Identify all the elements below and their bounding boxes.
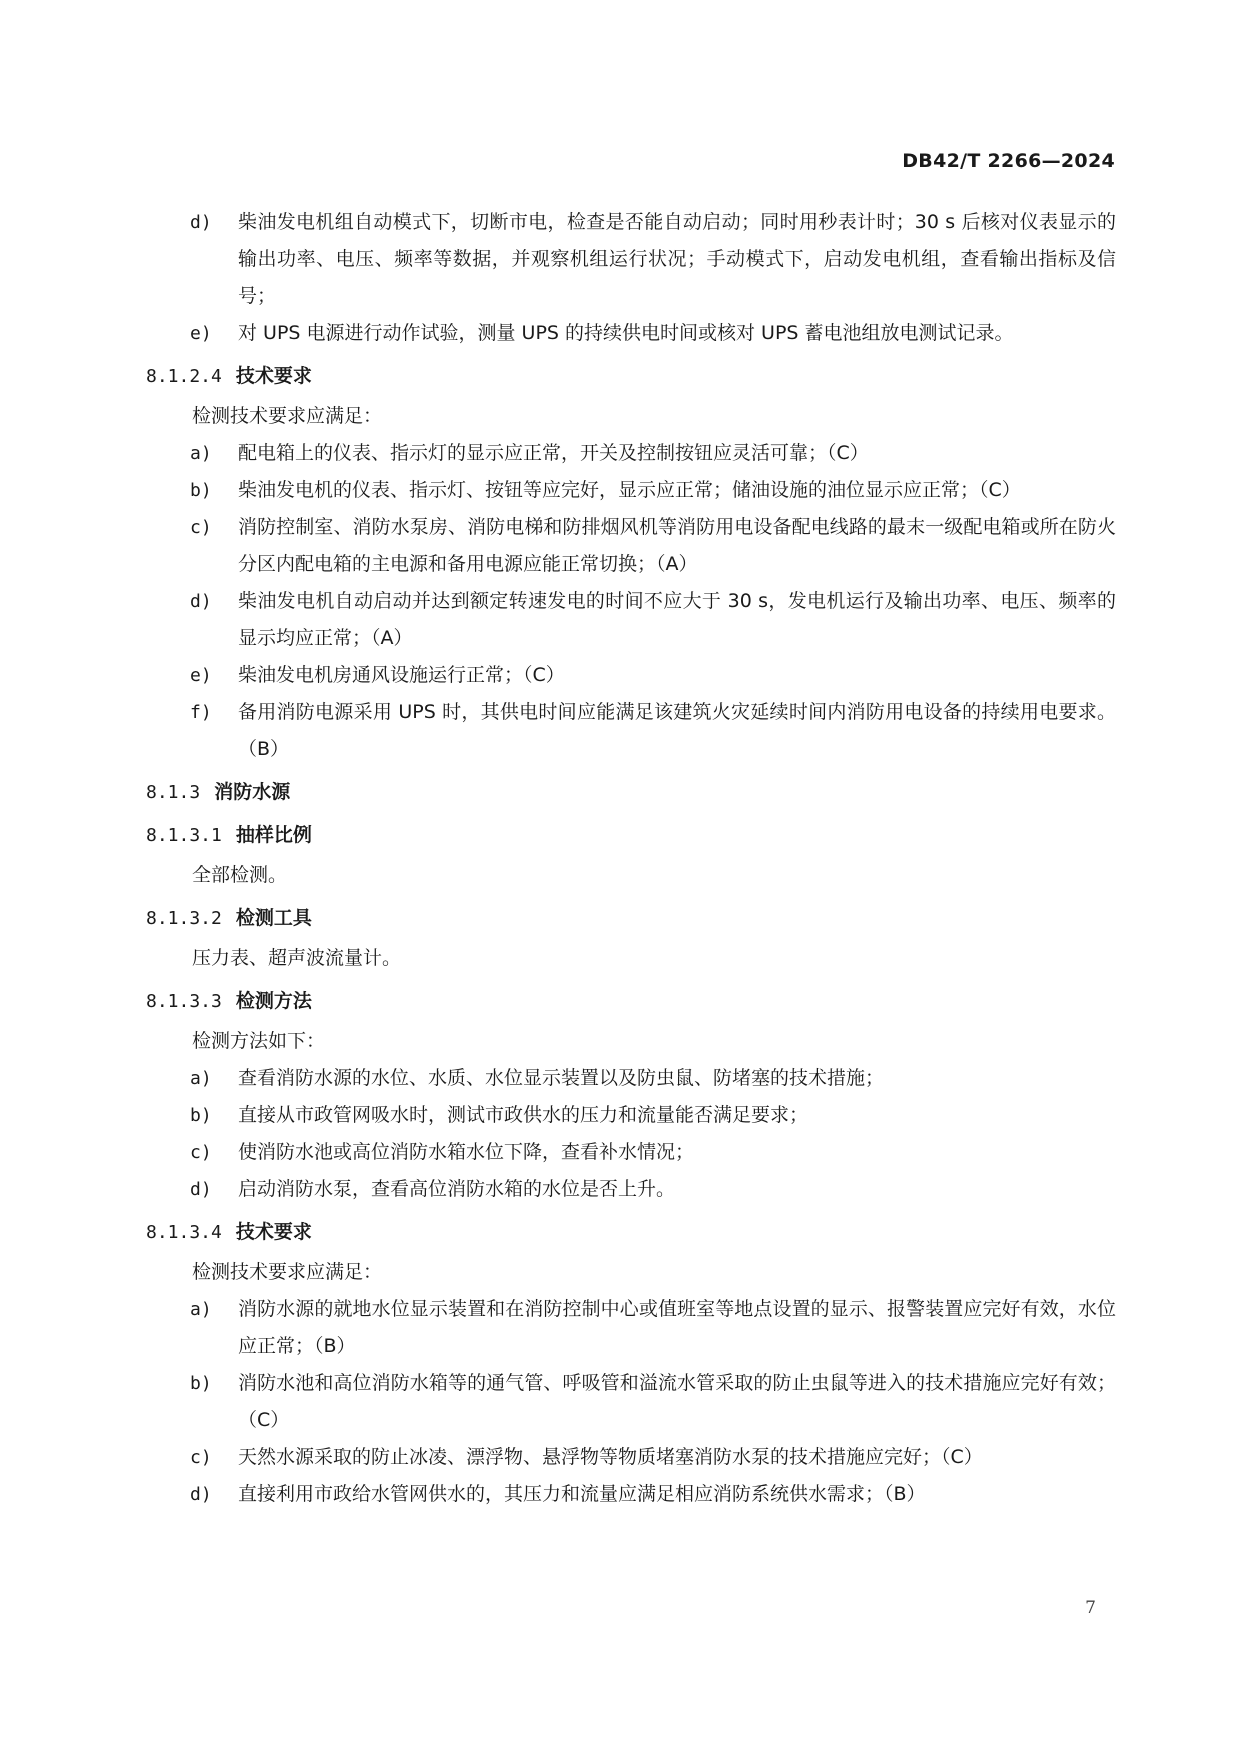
section-heading-8-1-3-2: [146, 900, 1116, 937]
section-number: 8.1.3.3: [146, 991, 222, 1012]
section-title: 技术要求: [235, 365, 312, 387]
section-title: 检测方法: [235, 990, 312, 1012]
list-text: 消防控制室、消防水泵房、消防电梯和防排烟风机等消防用电设备配电线路的最末一级配电箱或所在防火分区内配电箱的主电源和备用电源应能正常切换；（A）: [238, 516, 1116, 575]
list-item: [146, 1291, 1116, 1365]
list-item: [146, 1134, 1116, 1171]
section-heading-8-1-3-4: [146, 1214, 1116, 1251]
list-text: 配电箱上的仪表、指示灯的显示应正常，开关及控制按钮应灵活可靠；（C）: [238, 442, 869, 464]
list-text: 直接从市政管网吸水时，测试市政供水的压力和流量能否满足要求；: [238, 1104, 809, 1126]
list-marker: b): [190, 1373, 212, 1394]
list-text: 使消防水池或高位消防水箱水位下降，查看补水情况；: [238, 1141, 695, 1163]
list-marker: c): [190, 517, 212, 538]
section-title: 抽样比例: [235, 824, 312, 846]
list-item: [146, 472, 1116, 509]
section-intro: 检测技术要求应满足：: [192, 1261, 383, 1283]
list-text: 对 UPS 电源进行动作试验，测量 UPS 的持续供电时间或核对 UPS 蓄电池组放电测试记录。: [238, 322, 1014, 344]
list-text: 天然水源采取的防止冰凌、漂浮物、悬浮物等物质堵塞消防水泵的技术措施应完好；（C）: [238, 1446, 983, 1468]
list-item: [146, 315, 1116, 352]
list-marker: e): [190, 665, 212, 686]
section-intro: 检测技术要求应满足：: [192, 405, 383, 427]
list-item: [146, 657, 1116, 694]
section-intro: 检测方法如下：: [192, 1030, 326, 1052]
section-heading-8-1-2-4: [146, 358, 1116, 395]
list-text: 备用消防电源采用 UPS 时，其供电时间应能满足该建筑火灾延续时间内消防用电设备的持续用电要求。（B）: [238, 701, 1116, 760]
section-heading-8-1-3-1: [146, 817, 1116, 854]
section-number: 8.1.3.2: [146, 908, 222, 929]
list-text: 查看消防水源的水位、水质、水位显示装置以及防虫鼠、防堵塞的技术措施；: [238, 1067, 885, 1089]
section-number: 8.1.2.4: [146, 366, 222, 387]
list-marker: d): [190, 591, 212, 612]
section-heading-8-1-3-3: [146, 983, 1116, 1020]
list-marker: a): [190, 1299, 212, 1320]
list-marker: d): [190, 1179, 212, 1200]
list-marker: b): [190, 1105, 212, 1126]
section-body: 全部检测。: [192, 864, 288, 886]
list-item: [146, 694, 1116, 768]
list-text: 柴油发电机的仪表、指示灯、按钮等应完好，显示应正常；储油设施的油位显示应正常；（C）: [238, 479, 1021, 501]
list-item: [146, 1097, 1116, 1134]
list-marker: a): [190, 443, 212, 464]
list-item: [146, 204, 1116, 315]
list-item: [146, 435, 1116, 472]
list-text: 直接利用市政给水管网供水的，其压力和流量应满足相应消防系统供水需求；（B）: [238, 1483, 926, 1505]
list-item: [146, 1060, 1116, 1097]
list-text: 启动消防水泵，查看高位消防水箱的水位是否上升。: [238, 1178, 676, 1200]
section-heading-8-1-3: [146, 774, 1116, 811]
list-marker: a): [190, 1068, 212, 1089]
section-body: 压力表、超声波流量计。: [192, 947, 402, 969]
section-number: 8.1.3: [146, 782, 201, 803]
list-marker: d): [190, 212, 212, 233]
list-marker: e): [190, 323, 212, 344]
list-marker: f): [190, 702, 212, 723]
list-text: 柴油发电机自动启动并达到额定转速发电的时间不应大于 30 s，发电机运行及输出功率、电压、频率的显示均应正常；（A）: [238, 590, 1116, 649]
section-number: 8.1.3.4: [146, 1222, 222, 1243]
section-title: 消防水源: [214, 781, 291, 803]
list-marker: b): [190, 480, 212, 501]
section-number: 8.1.3.1: [146, 825, 222, 846]
list-text: 消防水池和高位消防水箱等的通气管、呼吸管和溢流水管采取的防止虫鼠等进入的技术措施应完好有效；（C）: [238, 1372, 1116, 1431]
list-text: 柴油发电机房通风设施运行正常；（C）: [238, 664, 565, 686]
list-item: [146, 1171, 1116, 1208]
section-title: 检测工具: [235, 907, 312, 929]
list-item: [146, 509, 1116, 583]
list-text: 柴油发电机组自动模式下，切断市电，检查是否能自动启动；同时用秒表计时；30 s 后核对仪表显示的输出功率、电压、频率等数据，并观察机组运行状况；手动模式下，启动发电机组，查看输出指标及信号；: [238, 211, 1116, 307]
list-item: [146, 1476, 1116, 1513]
list-item: [146, 1439, 1116, 1476]
document-code: DB42/T 2266—2024: [902, 150, 1115, 172]
page-content: [146, 204, 1116, 1513]
list-marker: c): [190, 1447, 212, 1468]
section-title: 技术要求: [235, 1221, 312, 1243]
page-number: 7: [1085, 1598, 1096, 1618]
list-item: [146, 583, 1116, 657]
list-marker: c): [190, 1142, 212, 1163]
list-marker: d): [190, 1484, 212, 1505]
list-text: 消防水源的就地水位显示装置和在消防控制中心或值班室等地点设置的显示、报警装置应完好有效，水位应正常；（B）: [238, 1298, 1116, 1357]
list-item: [146, 1365, 1116, 1439]
